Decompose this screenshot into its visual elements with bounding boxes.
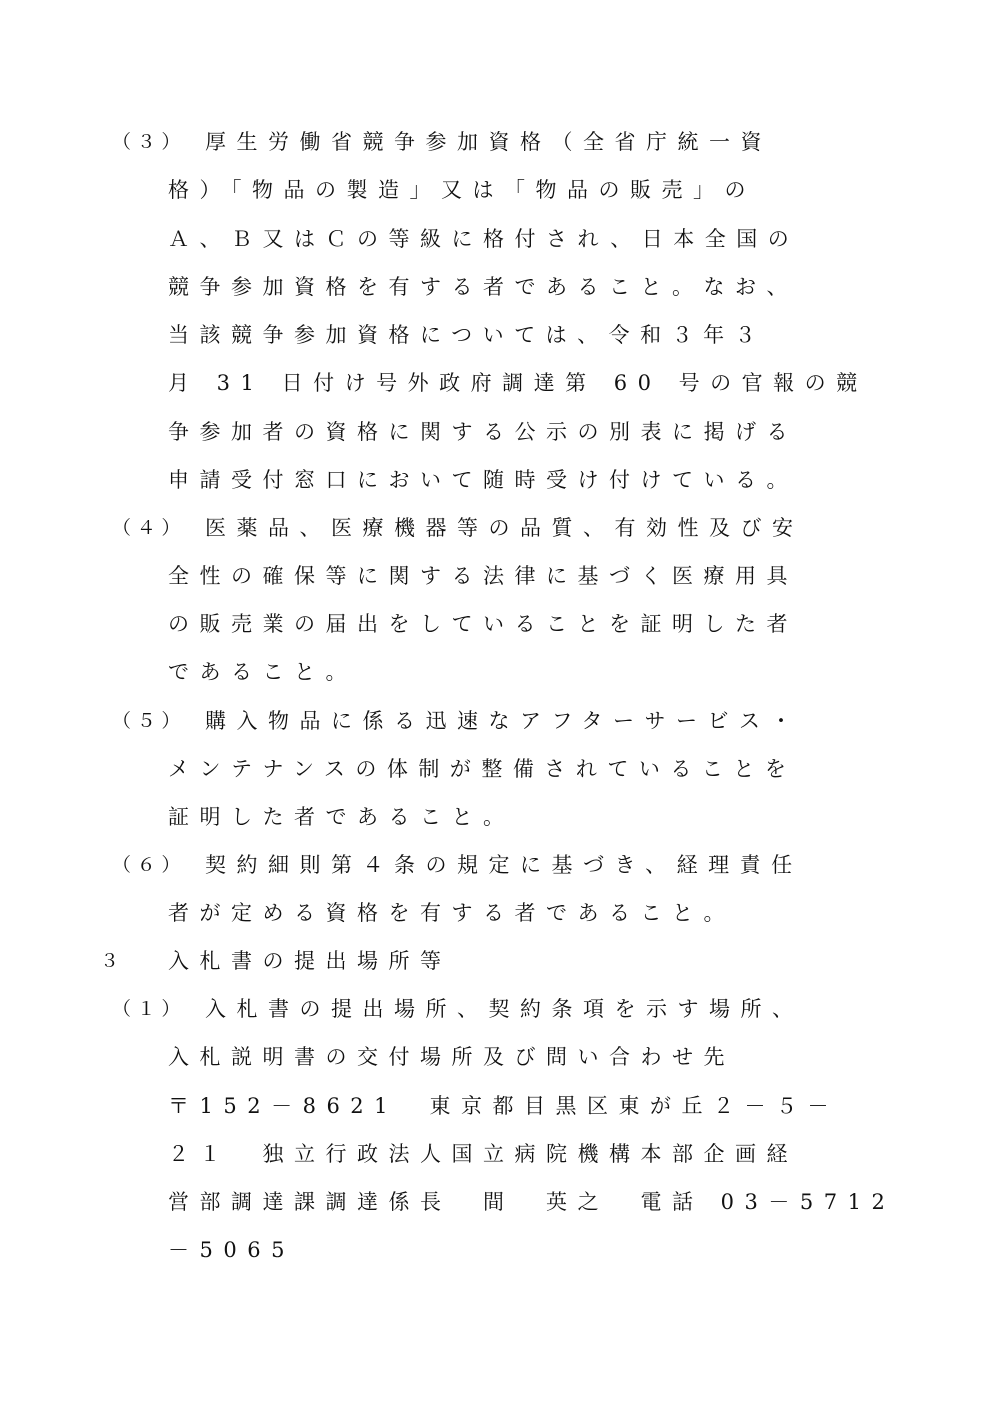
text-line: 契約細則第４条の規定に基づき、経理責任	[205, 853, 803, 877]
section-number-3: ３	[100, 950, 125, 972]
text-line: 証明した者であること。	[168, 805, 515, 829]
text-line: 購入物品に係る迅速なアフターサービス・	[205, 709, 803, 733]
text-line: 争参加者の資格に関する公示の別表に掲げる	[168, 420, 798, 444]
contact-line: 営部調達課調達係長 間 英之 電話 03－5712	[168, 1190, 896, 1214]
item-label-3: （３）	[112, 131, 187, 153]
item-label-1: （１）	[112, 998, 187, 1020]
text-line: 入札書の提出場所、契約条項を示す場所、	[205, 997, 804, 1021]
text-line: Ａ、Ｂ又はＣの等級に格付され、日本全国の	[168, 227, 800, 251]
text-line: 厚生労働省競争参加資格（全省庁統一資	[205, 130, 772, 154]
text-line: 競争参加資格を有する者であること。なお、	[168, 275, 798, 299]
text-line: 入札説明書の交付場所及び問い合わせ先	[168, 1045, 735, 1069]
text-line: 当該競争参加資格については、令和３年３	[168, 323, 767, 347]
address-line: ２１ 独立行政法人国立病院機構本部企画経	[168, 1142, 798, 1166]
text-line: 月 31 日付け号外政府調達第 60 号の官報の競	[168, 371, 868, 395]
item-label-4: （４）	[112, 517, 187, 539]
text-line: 全性の確保等に関する法律に基づく医療用具	[168, 564, 798, 588]
text-line: であること。	[168, 660, 357, 684]
section-heading: 入札書の提出場所等	[168, 949, 452, 973]
text-line: 申請受付窓口において随時受け付けている。	[168, 468, 798, 492]
text-line: 格）「物品の製造」又は「物品の販売」の	[168, 178, 756, 202]
item-label-6: （６）	[112, 854, 187, 876]
text-line: メンテナンスの体制が整備されていることを	[168, 757, 797, 781]
text-line: 者が定める資格を有する者であること。	[168, 901, 735, 925]
text-line: 医薬品、医療機器等の品質、有効性及び安	[205, 516, 804, 540]
text-line: の販売業の届出をしていることを証明した者	[168, 612, 798, 636]
item-label-5: （５）	[112, 710, 187, 732]
contact-line: －5065	[168, 1238, 295, 1262]
address-line: 〒152－8621 東京都目黒区東が丘２－５－	[168, 1094, 840, 1118]
